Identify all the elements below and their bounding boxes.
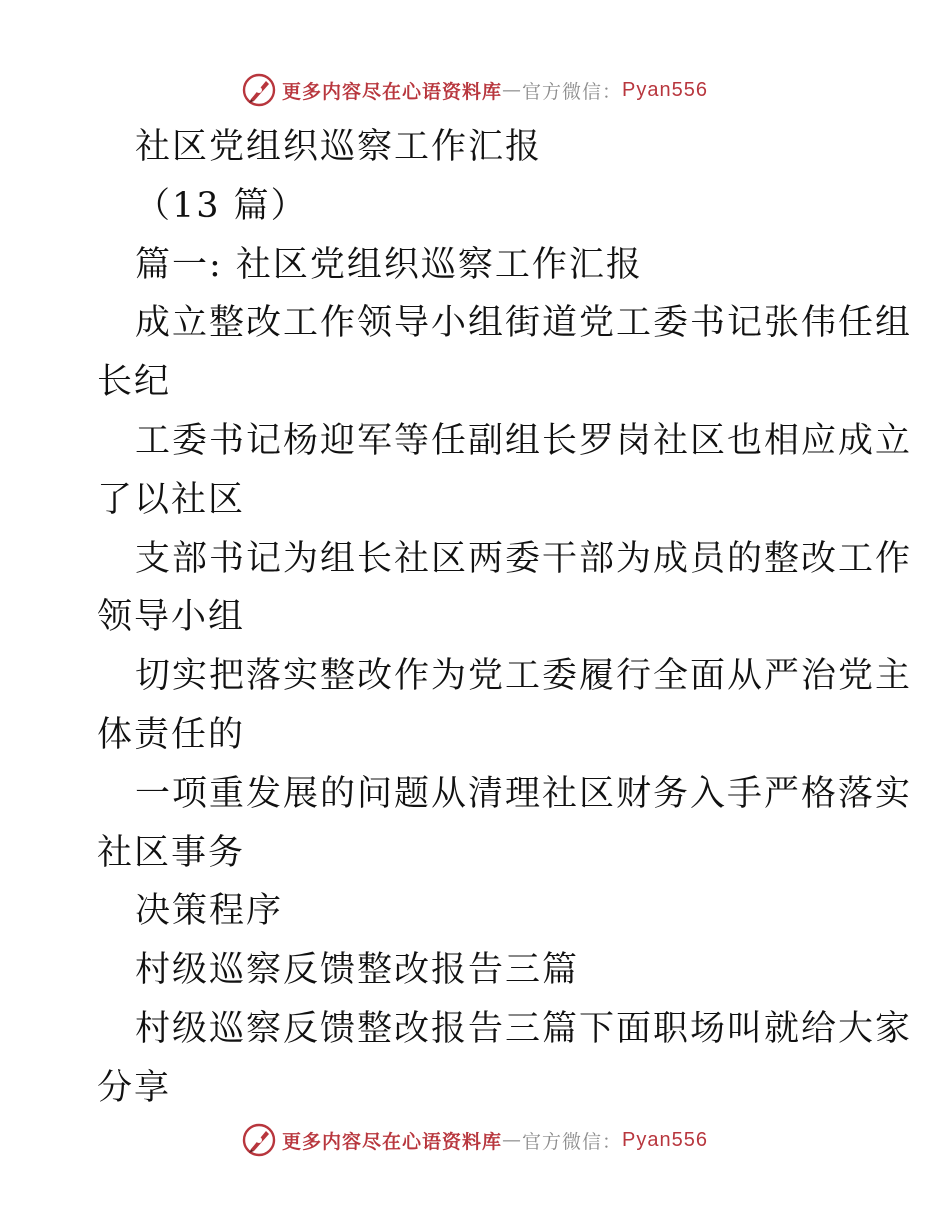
banner-separator: — — [502, 1129, 523, 1151]
quill-pen-logo-icon — [242, 73, 276, 107]
banner-main-text: 更多内容尽在心语资料库 — [282, 1130, 503, 1153]
banner-wechat-id: Pyan556 — [622, 78, 708, 101]
document-line: 社区党组织巡察工作汇报 — [135, 127, 543, 167]
document-line: 一项重发展的问题从清理社区财务入手严格落实 — [135, 773, 913, 814]
banner-separator: — — [502, 79, 523, 101]
document-line: 长纪 — [97, 362, 172, 403]
document-line: 村级巡察反馈整改报告三篇 — [135, 950, 580, 991]
banner-wechat-id: Pyan556 — [622, 1128, 708, 1151]
document-line: 分享 — [97, 1067, 172, 1108]
document-line: 村级巡察反馈整改报告三篇下面职场叫就给大家 — [135, 1008, 913, 1049]
quill-pen-logo-icon — [242, 1123, 276, 1157]
header-banner — [0, 70, 950, 110]
footer-banner — [0, 1120, 950, 1160]
document-line: 成立整改工作领导小组街道党工委书记张伟任组 — [135, 303, 913, 344]
document-line: 决策程序 — [135, 891, 284, 932]
document-body — [97, 118, 913, 1118]
document-line: 体责任的 — [97, 714, 246, 755]
banner-side-text: 官方微信： — [522, 80, 623, 103]
document-line: 社区事务 — [97, 832, 246, 873]
document-line: 领导小组 — [97, 597, 246, 638]
banner-side-text: 官方微信： — [522, 1130, 623, 1153]
document-line: （13 篇） — [135, 185, 308, 226]
document-line: 切实把落实整改作为党工委履行全面从严治党主 — [135, 656, 913, 697]
document-line: 篇一: 社区党组织巡察工作汇报 — [135, 244, 643, 285]
document-line: 工委书记杨迎军等任副组长罗岗社区也相应成立 — [135, 420, 913, 461]
document-line: 了以社区 — [97, 479, 246, 520]
banner-main-text: 更多内容尽在心语资料库 — [282, 80, 503, 103]
document-line: 支部书记为组长社区两委干部为成员的整改工作 — [135, 538, 913, 579]
